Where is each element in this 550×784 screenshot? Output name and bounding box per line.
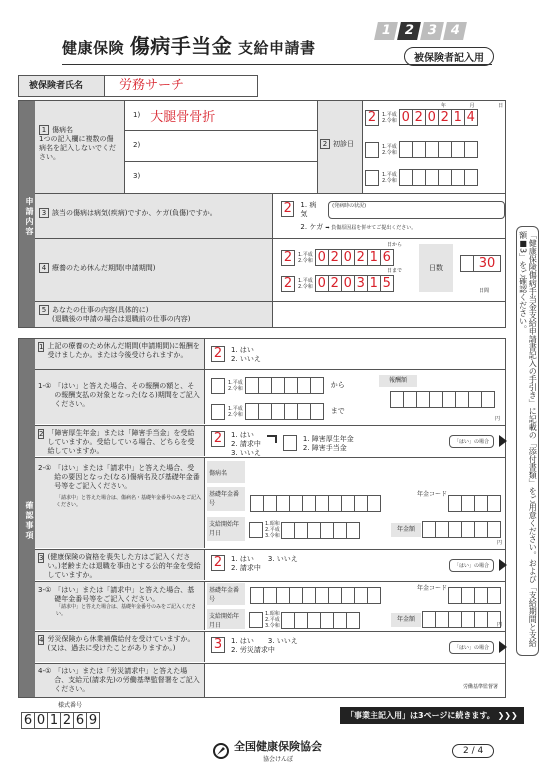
- disease-row-idx: 2): [133, 141, 141, 150]
- c2-number: 2: [39, 430, 44, 438]
- disease-row[interactable]: [125, 131, 335, 162]
- continue-banner: [340, 707, 524, 724]
- q3-number: 3: [39, 208, 49, 218]
- c4-1-text: 「はい」または「労災請求中」と答えた場合、支給元(請求先)の労働基準監督署をご記入ください。: [54, 667, 200, 694]
- apply-side-label: 申請内容: [19, 101, 35, 327]
- disease-row-idx: 1): [133, 110, 141, 119]
- title-main: 傷病手当金: [129, 34, 233, 58]
- double-chevron-icon: ❯❯❯: [497, 711, 518, 720]
- c1-label-cell: [35, 339, 205, 369]
- c1-value[interactable]: 2: [211, 346, 225, 362]
- to-label: 日まで: [387, 268, 403, 274]
- c3-1-start-date[interactable]: 1.昭和 2.平成 3.令和: [249, 611, 360, 629]
- day-label: 日: [498, 103, 504, 109]
- q5-number: 5: [39, 305, 49, 315]
- insured-name-row: [18, 75, 258, 97]
- title-suffix: 支給申請書: [237, 39, 316, 57]
- form-no-label: 様式番号: [58, 702, 83, 709]
- page-tab-1[interactable]: 1: [374, 22, 398, 40]
- disease-row-idx: 3): [133, 172, 141, 181]
- q2-number: 2: [320, 139, 330, 149]
- arrow-right-icon: [499, 435, 507, 447]
- form-no-cells: 6 0 1 2 6 9: [22, 712, 100, 729]
- leave-from-date: 2 1.平成 2.令和 0 2 0 2 1 6: [281, 249, 394, 266]
- leave-period-label: 療養のため休んだ期間(申請期間): [52, 264, 156, 272]
- first-visit-label: 初診日: [333, 140, 354, 148]
- first-visit-date-2[interactable]: 1.平成 2.令和: [365, 141, 478, 158]
- disease-label: 傷病名: [52, 126, 73, 134]
- c3-answer: 2 1. はい 3. いいえ 2. 請求中: [211, 555, 298, 573]
- c2-answer: 2 1. はい 2. 請求中 3. いいえ 1. 障害厚生年金 2. 障害手当金: [211, 431, 354, 458]
- c1-1-text: 「はい」と答えた場合、その報酬の額と、その報酬支払の対象となった(なる)期間をご記入ください。: [54, 382, 200, 409]
- days-label: 日数: [419, 244, 453, 292]
- c2-1-pension-no-label: 基礎年金番号: [207, 487, 245, 511]
- c3-1-label-cell: 3-① 「はい」または「請求中」と答えた場合、基礎年金番号等をご記入ください。 「請求中」と答えた場合は、基礎年金番号のみをご記入ください。: [35, 582, 205, 630]
- c3-1-note: 「請求中」と答えた場合は、基礎年金番号のみをご記入ください。: [56, 604, 197, 617]
- reward-to-date[interactable]: 1.平成 2.令和 まで: [211, 403, 345, 420]
- c3-label-cell: [35, 550, 205, 580]
- c3-number: 3: [39, 554, 44, 562]
- side-note: 「健康保険傷病手当金支給申請書記入の手引き」に記載の「添付書類」をご用意ください。および「支給期間と支給額■3」をご確認ください。: [516, 226, 539, 656]
- leave-to-date: 2 1.平成 2.令和 0 2 0 3 1 5: [281, 275, 394, 292]
- insured-name-label: 被保険者氏名: [19, 76, 105, 96]
- c2-label-cell: [35, 426, 205, 456]
- insured-use-badge: 被保険者記入用: [404, 47, 494, 66]
- org-sub: 協会けんぽ: [262, 756, 293, 763]
- c2-1-note: 「請求中」と答えた場合は、傷病名・基礎年金番号のみをご記入ください。: [56, 495, 202, 508]
- org-mark-icon: [213, 743, 229, 759]
- first-visit-digits[interactable]: 0 2 0 2 1 4: [400, 109, 478, 126]
- first-visit-date-1: [365, 103, 504, 126]
- c2-1-disease-label: 傷病名: [207, 461, 245, 483]
- c3-1-pension-no-label: 基礎年金番号: [207, 583, 245, 605]
- page-tab-4[interactable]: 4: [443, 22, 467, 40]
- c3-1-text: 「はい」または「請求中」と答えた場合、基礎年金番号等をご記入ください。: [54, 586, 195, 604]
- c2-1-pension-code-cells[interactable]: [449, 495, 501, 512]
- c4-1-label-cell: 4-① 「はい」または「労災請求中」と答えた場合、支給元(請求先)の労働基準監督署をご記入ください。: [35, 664, 205, 697]
- title-prefix: 健康保険: [62, 39, 125, 57]
- injury-type-value[interactable]: 2: [281, 201, 294, 217]
- first-visit-date-3[interactable]: 1.平成 2.令和: [365, 169, 478, 186]
- c2-1-amount-cells[interactable]: [423, 521, 501, 538]
- c3-text: (健康保険の資格を喪失した方はご記入ください。)老齢または退職を事由とする公的年金を受給していますか。: [47, 553, 201, 580]
- c2-text: 「障害厚生年金」または「障害手当金」を受給していますか。受給している場合、どちらを受給していますか。: [47, 429, 195, 456]
- leave-from-digits[interactable]: 0 2 0 2 1 6: [316, 249, 394, 266]
- page-tabs: [376, 22, 465, 40]
- c2-1-text: 「はい」または「請求中」と答えた場合、受給の要因となった(なる)傷病名及び基礎年金番号等をご記入ください。: [54, 464, 200, 491]
- disease-rows: [125, 101, 335, 193]
- onset-situation-box[interactable]: (発病時の状況): [328, 201, 505, 219]
- leave-period-label-cell: [35, 239, 273, 301]
- org-logo: [213, 738, 322, 763]
- c1-1-label-cell: 1-① 「はい」と答えた場合、その報酬の額と、その報酬支払の対象となった(なる)期間をご記入ください。: [35, 370, 205, 424]
- c2-1-pension-code-label: 年金コード: [417, 491, 448, 498]
- c4-number: 4: [39, 636, 44, 644]
- injury-type-label: 該当の傷病は病気(疾病)ですか、ケガ(負傷)ですか。: [52, 209, 217, 217]
- c4-1-office-label: 労働基準監督署: [463, 684, 499, 690]
- c4-answer: 3 1. はい 3. いいえ 2. 労災請求中: [211, 637, 298, 655]
- form-title: [62, 30, 316, 59]
- insured-name-value[interactable]: 労務サーチ: [119, 78, 185, 93]
- org-name: 全国健康保険協会: [234, 740, 322, 753]
- c3-1-amount-label: 年金額: [391, 613, 421, 627]
- page-tab-3[interactable]: 3: [420, 22, 444, 40]
- month-label: 月: [469, 103, 475, 109]
- disease-row[interactable]: [125, 162, 335, 192]
- c4-yes-case: 「はい」の場合: [449, 641, 494, 654]
- leave-to-era[interactable]: 2: [281, 276, 295, 292]
- c1-answer: 2 1. はい 2. いいえ: [211, 346, 261, 364]
- c2-1-pension-no-cells[interactable]: [251, 495, 381, 512]
- reward-amount-label: 報酬額: [379, 375, 417, 387]
- era-options: 1.平成 2.令和: [382, 111, 397, 124]
- c3-yes-case: 「はい」の場合: [449, 559, 494, 572]
- page-indicator: 2 / 4: [452, 744, 494, 758]
- c2-1-disease-input[interactable]: [247, 461, 503, 483]
- c3-1-pension-no-cells[interactable]: [251, 587, 381, 604]
- leave-from-era[interactable]: 2: [281, 250, 295, 266]
- c2-1-amount-label: 年金額: [391, 523, 421, 537]
- job-label-cell: [35, 302, 273, 327]
- apply-section: [18, 100, 506, 328]
- c3-1-pension-code-label: 年金コード: [417, 585, 448, 592]
- c1-text: 上記の療養のため休んだ期間(申請期間)に報酬を受けましたか。または今後受けられますか。: [47, 342, 200, 360]
- confirm-side-label: 確認事項: [19, 339, 35, 697]
- arrow-right-icon: [499, 559, 507, 571]
- c2-yes-case: 「はい」の場合: [449, 435, 494, 448]
- job-input[interactable]: [275, 303, 503, 326]
- c4-1-office-input[interactable]: [207, 665, 503, 695]
- date-unit-labels: [429, 102, 515, 109]
- c4-value[interactable]: 3: [211, 637, 225, 653]
- first-visit-era[interactable]: 2: [365, 110, 379, 126]
- c3-1-start-label: 支給開始年月日: [207, 609, 245, 629]
- c3-1-amount-cells[interactable]: [423, 611, 501, 628]
- disease-note: 1つの記入欄に複数の傷病名を記入しないでください。: [39, 135, 116, 162]
- injury-type-label-cell: [35, 194, 273, 238]
- job-label: あなたの仕事の内容(具体的に): [52, 306, 149, 314]
- injury-note: 負傷原因届を併せてご提出ください。: [331, 225, 417, 232]
- arrow-right-icon: [499, 641, 507, 653]
- confirm-section: 確認事項 1 上記の療養のため休んだ期間(申請期間)に報酬を受けましたか。または今後受けられますか。 2 1. はい 2. いいえ 1-① 「はい」と答えた場合、その報酬の額と、その報酬支払の対象となった(なる)期間をご記入ください。 1.平成 2.令和 から 1.平成 2.令和 まで 報酬額 円 2 「障害厚生年金」または「障害手当金」を受給していますか。受給している場合、どちらを受給していますか。 2 1. はい 2. 請求中 3. いいえ 1. 障害厚生年金 2. 障害手当金 「はい」の場合 2-① 「はい」または「請求中」と答えた場合、受給の要因となった(なる)傷病名及び基礎年金番号等をご記入ください。 「請求中」と答えた場合は、傷病名・基礎年金番号のみをご記入ください。 傷病名 基礎年金番号 年金コード 支給開始年月日 1.昭和 2.平成 3.令和 年金額 円 3 (健康保険の資格を喪失した方はご記入ください。)老齢または退職を事由とする公的年金を受給していますか。 2 1. はい 3. いいえ 2. 請求中 「はい」の場合 3-① 「はい」または「請求中」と答えた場合、基礎年金番号等をご記入ください。 「請求中」と答えた場合は、基礎年金番号のみをご記入ください。 基礎年金番号 年金コード 支給開始年月日 1.昭和 2.平成 3.令和 年金額 円 4 労災保険から休業補償給付を受けていますか。(又は、過去に受けたことがありますか。) 3 1. はい 3. いいえ 2. 労災請求中 「はい」の場合 4-① 「はい」または「労災請求中」と答えた場合、支給元(請求先)の労働基準監督署をご記入ください。 労働基準監督署: [18, 338, 506, 698]
- days-unit: 日間: [479, 288, 490, 294]
- first-visit-label-cell: [317, 101, 363, 193]
- page-tab-2[interactable]: 2: [397, 22, 421, 40]
- disease-row[interactable]: [125, 101, 335, 131]
- job-note: (退職後の申請の場合は退職前の仕事の内容): [52, 315, 191, 324]
- c3-1-pension-code-cells[interactable]: [449, 587, 501, 604]
- year-label: 年: [440, 103, 446, 109]
- injury-type-answer: 2 1. 病気 (発病時の状況) 2. ケガ ➡ 負傷原因届を併せてご提出ください。: [281, 201, 505, 232]
- c3-value[interactable]: 2: [211, 555, 225, 571]
- disease-name: 大腿骨骨折: [150, 110, 216, 125]
- option-illness: 1. 病気: [300, 201, 317, 219]
- header-rule: [62, 64, 492, 65]
- c4-text: 労災保険から休業補償給付を受けていますか。(又は、過去に受けたことがありますか。): [47, 635, 195, 653]
- c2-1-start-date[interactable]: 1.昭和 2.平成 3.令和: [249, 521, 360, 539]
- option-injury: 2. ケガ: [300, 223, 324, 232]
- days-value-cells[interactable]: 30: [461, 255, 501, 272]
- disease-label-cell: [35, 101, 125, 193]
- reward-from-date[interactable]: 1.平成 2.令和 から: [211, 377, 345, 394]
- c1-number: 1: [39, 343, 44, 351]
- continue-text: 「事業主記入用」は3ページに続きます。: [346, 711, 495, 720]
- leave-to-digits[interactable]: 0 2 0 3 1 5: [316, 275, 394, 292]
- c2-value[interactable]: 2: [211, 431, 225, 447]
- c2-1-label-cell: 2-① 「はい」または「請求中」と答えた場合、受給の要因となった(なる)傷病名及び基礎年金番号等をご記入ください。 「請求中」と答えた場合は、傷病名・基礎年金番号のみをご記入ください。: [35, 458, 205, 548]
- q4-number: 4: [39, 263, 49, 273]
- reward-amount-cells[interactable]: [391, 391, 495, 408]
- c4-label-cell: [35, 632, 205, 662]
- q1-number: 1: [39, 125, 49, 135]
- from-label: 日から: [387, 242, 403, 248]
- c2-1-start-label: 支給開始年月日: [207, 517, 245, 541]
